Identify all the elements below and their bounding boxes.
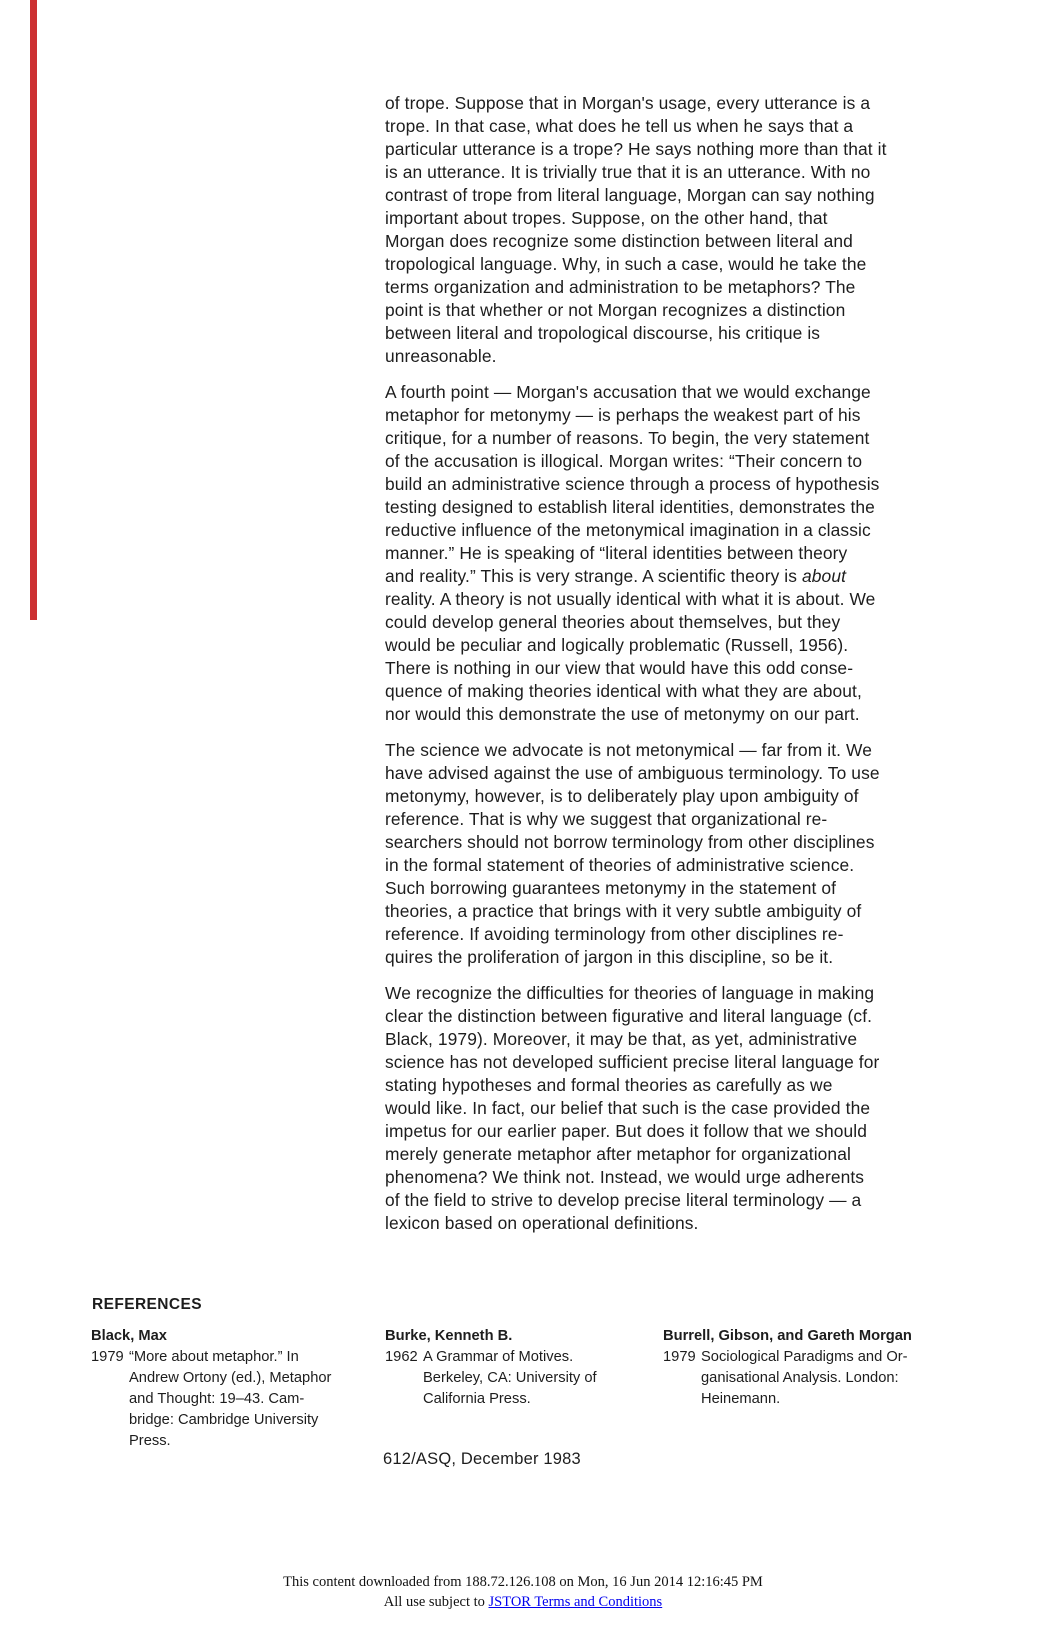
reference-year: 1979: [663, 1349, 696, 1365]
reference-author: Black, Max: [91, 1328, 167, 1344]
reference-entry: [385, 1326, 643, 1410]
body-paragraph: A fourth point — Morgan's accusation that we would exchange metaphor for metonymy — is perhaps the weakest part of his critique, for a number of reasons. To begin, the very statement of the accusation is illogical. Morgan writes: “Their concern to build an administrative science through a process of hypothesis testing designed to establish literal identities, demonstrates the reductive influence of the metonymical imagination in a classic manner.” He is speaking of “literal identities between theory and reality.” This is very strange. A scientific theory is about reality. A theory is not usually identical with what it is about. We could develop general theories about themselves, but they would be peculiar and logically problematic (Russell, 1956). There is nothing in our view that would have this odd conse- quence of making theories identical with what they are about, nor would this demonstrate the use of metonymy on our part.: [385, 382, 880, 724]
reference-text: A Grammar of Motives. Berkeley, CA: University of California Press.: [423, 1349, 597, 1407]
references-heading: REFERENCES: [92, 1296, 202, 1313]
reference-author: Burke, Kenneth B.: [385, 1328, 513, 1344]
red-scan-artifact-line: [30, 0, 37, 620]
jstor-notice: [0, 1572, 1046, 1612]
journal-footer-line: 612/ASQ, December 1983: [383, 1450, 581, 1468]
reference-entry: [663, 1326, 943, 1410]
reference-author: Burrell, Gibson, and Gareth Morgan: [663, 1328, 912, 1344]
body-paragraph: The science we advocate is not metonymical — far from it. We have advised against the use of ambiguous terminology. To use metonymy, however, is to deliberately play upon ambiguity of reference. That is why we suggest that organizational re- searchers should not borrow terminology from other disciplines in the formal statement of theories of administrative science. Such borrowing guarantees metonymy in the statement of theories, a practice that brings with it very subtle ambiguity of reference. If avoiding terminology from other disciplines re- quires the proliferation of jargon in this discipline, so be it.: [385, 740, 880, 967]
reference-body: [663, 1347, 943, 1410]
reference-body: [91, 1347, 359, 1452]
reference-text: Sociological Paradigms and Or- ganisational Analysis. London: Heinemann.: [701, 1349, 908, 1407]
jstor-terms-prefix: All use subject to: [383, 1594, 489, 1610]
article-body: [385, 92, 977, 1248]
body-paragraph: of trope. Suppose that in Morgan's usage, every utterance is a trope. In that case, what does he tell us when he says that a particular utterance is a trope? He says nothing more than that it is an utterance. It is trivially true that it is an utterance. With no contrast of trope from literal language, Morgan can say nothing important about tropes. Suppose, on the other hand, that Morgan does recognize some distinction between literal and tropological language. Why, in such a case, would he take the terms organization and administration to be metaphors? The point is that whether or not Morgan recognizes a distinction between literal and tropological discourse, his critique is unreasonable.: [385, 93, 887, 366]
reference-text: “More about metaphor.” In Andrew Ortony (ed.), Metaphor and Thought: 19–43. Cam- bridge: Cambridge University Press.: [129, 1349, 332, 1449]
jstor-terms-link[interactable]: JSTOR Terms and Conditions: [488, 1594, 663, 1610]
jstor-terms-line: [0, 1592, 1046, 1612]
reference-body: [385, 1347, 643, 1410]
reference-entry: [91, 1326, 359, 1452]
reference-year: 1979: [91, 1349, 124, 1365]
jstor-download-line: This content downloaded from 188.72.126.108 on Mon, 16 Jun 2014 12:16:45 PM: [283, 1574, 763, 1590]
body-paragraph: We recognize the difficulties for theories of language in making clear the distinction between figurative and literal language (cf. Black, 1979). Moreover, it may be that, as yet, administrative science has not developed sufficient precise literal language for stating hypotheses and formal theories as carefully as we would like. In fact, our belief that such is the case provided the impetus for our earlier paper. But does it follow that we should merely generate metaphor after metaphor for organizational phenomena? We think not. Instead, we would urge adherents of the field to strive to develop precise literal terminology — a lexicon based on operational definitions.: [385, 983, 880, 1233]
reference-year: 1962: [385, 1349, 418, 1365]
